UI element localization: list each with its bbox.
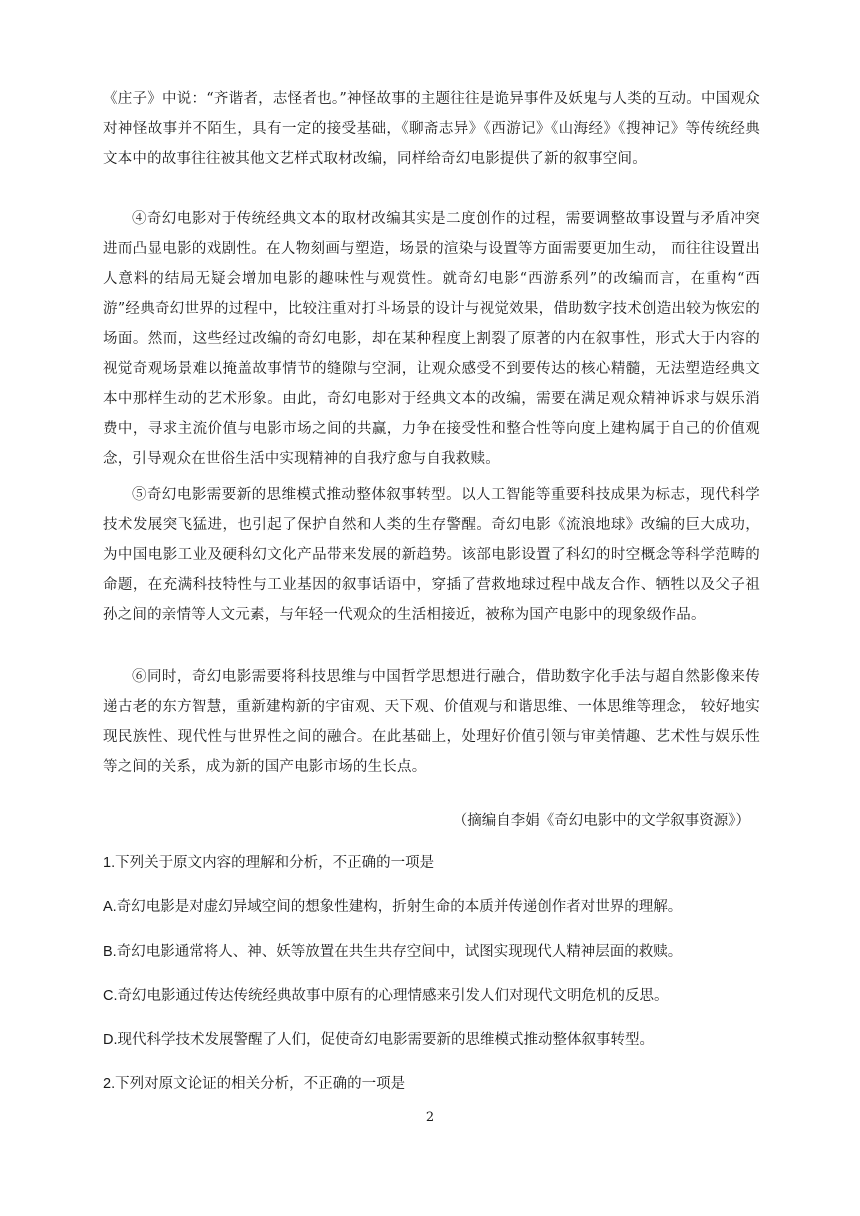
paragraph-4: ④奇幻电影对于传统经典文本的取材改编其实是二度创作的过程，需要调整故事设置与矛盾冲突进而凸显电影的戏剧性。在人物刻画与塑造，场景的渲染与设置等方面需要更加生动， 而往往设置出人意料的结局无疑会增加电影的趣味性与观赏性。就奇幻电影“西游系列”的改编而言，在重构“西游”经典奇幻世界的过程中，比较注重对打斗场景的设计与视觉效果，借助数字技术创造出较为恢宏的场面。然而，这些经过改编的奇幻电影，却在某种程度上割裂了原著的内在叙事性，形式大于内容的视觉奇观场景难以掩盖故事情节的缝隙与空洞，让观众感受不到要传达的核心精髓，无法塑造经典文本中那样生动的艺术形象。由此，奇幻电影对于经典文本的改编，需要在满足观众精神诉求与娱乐消费中，寻求主流价值与电影市场之间的共赢，力争在接受性和整合性等向度上建构属于自己的价值观念，引导观众在世俗生活中实现精神的自我疗愈与自我救赎。 [103,211,760,467]
paragraph-5: ⑤奇幻电影需要新的思维模式推动整体叙事转型。以人工智能等重要科技成果为标志，现代科学技术发展突飞猛进，也引起了保护自然和人类的生存警醒。奇幻电影《流浪地球》改编的巨大成功，为中国电影工业及硬科幻文化产品带来发展的新趋势。该部电影设置了科幻的时空概念等科学范畴的命题，在充满科技特性与工业基因的叙事话语中，穿插了营救地球过程中战友合作、牺牲以及父子祖孙之间的亲情等人文元素，与年轻一代观众的生活相接近，被称为国产电影中的现象级作品。 [103,487,760,623]
paragraph-6: ⑥同时，奇幻电影需要将科技思维与中国哲学思想进行融合，借助数字化手法与超自然影像来传递古老的东方智慧，重新建构新的宇宙观、天下观、价值观与和谐思维、一体思维等理念， 较好地实现民族性、现代性与世界性之间的融合。在此基础上，处理好价值引领与审美情趣、艺术性与娱乐性等之间的关系，成为新的国产电影市场的生长点。 [103,669,760,775]
page-number: 2 [425,1110,435,1125]
question-1-option-c: C.奇幻电影通过传达传统经典故事中原有的心理情感来引发人们对现代文明危机的反思。 [103,988,669,1004]
question-2-stem: 2.下列对原文论证的相关分析，不正确的一项是 [103,1076,406,1092]
question-1-option-a: A.奇幻电影是对虚幻异域空间的想象性建构，折射生命的本质并传递创作者对世界的理解。 [103,899,683,915]
question-1-stem: 1.下列关于原文内容的理解和分析，不正确的一项是 [103,855,435,871]
source-citation: （摘编自李娟《奇幻电影中的文学叙事资源》） [452,813,750,829]
question-1-option-d: D.现代科学技术发展警醒了人们，促使奇幻电影需要新的思维模式推动整体叙事转型。 [103,1032,654,1048]
question-1-option-b: B.奇幻电影通常将人、神、妖等放置在共生共存空间中，试图实现现代人精神层面的救赎。 [103,944,683,960]
paragraph-3-continued: 《庄子》中说：“齐谐者，志怪者也。”神怪故事的主题往往是诡异事件及妖鬼与人类的互动。中国观众对神怪故事并不陌生，具有一定的接受基础，《聊斋志异》《西游记》《山海经》《搜神记》等传统经典文本中的故事往往被其他文艺样式取材改编，同样给奇幻电影提供了新的叙事空间。 [103,91,760,167]
